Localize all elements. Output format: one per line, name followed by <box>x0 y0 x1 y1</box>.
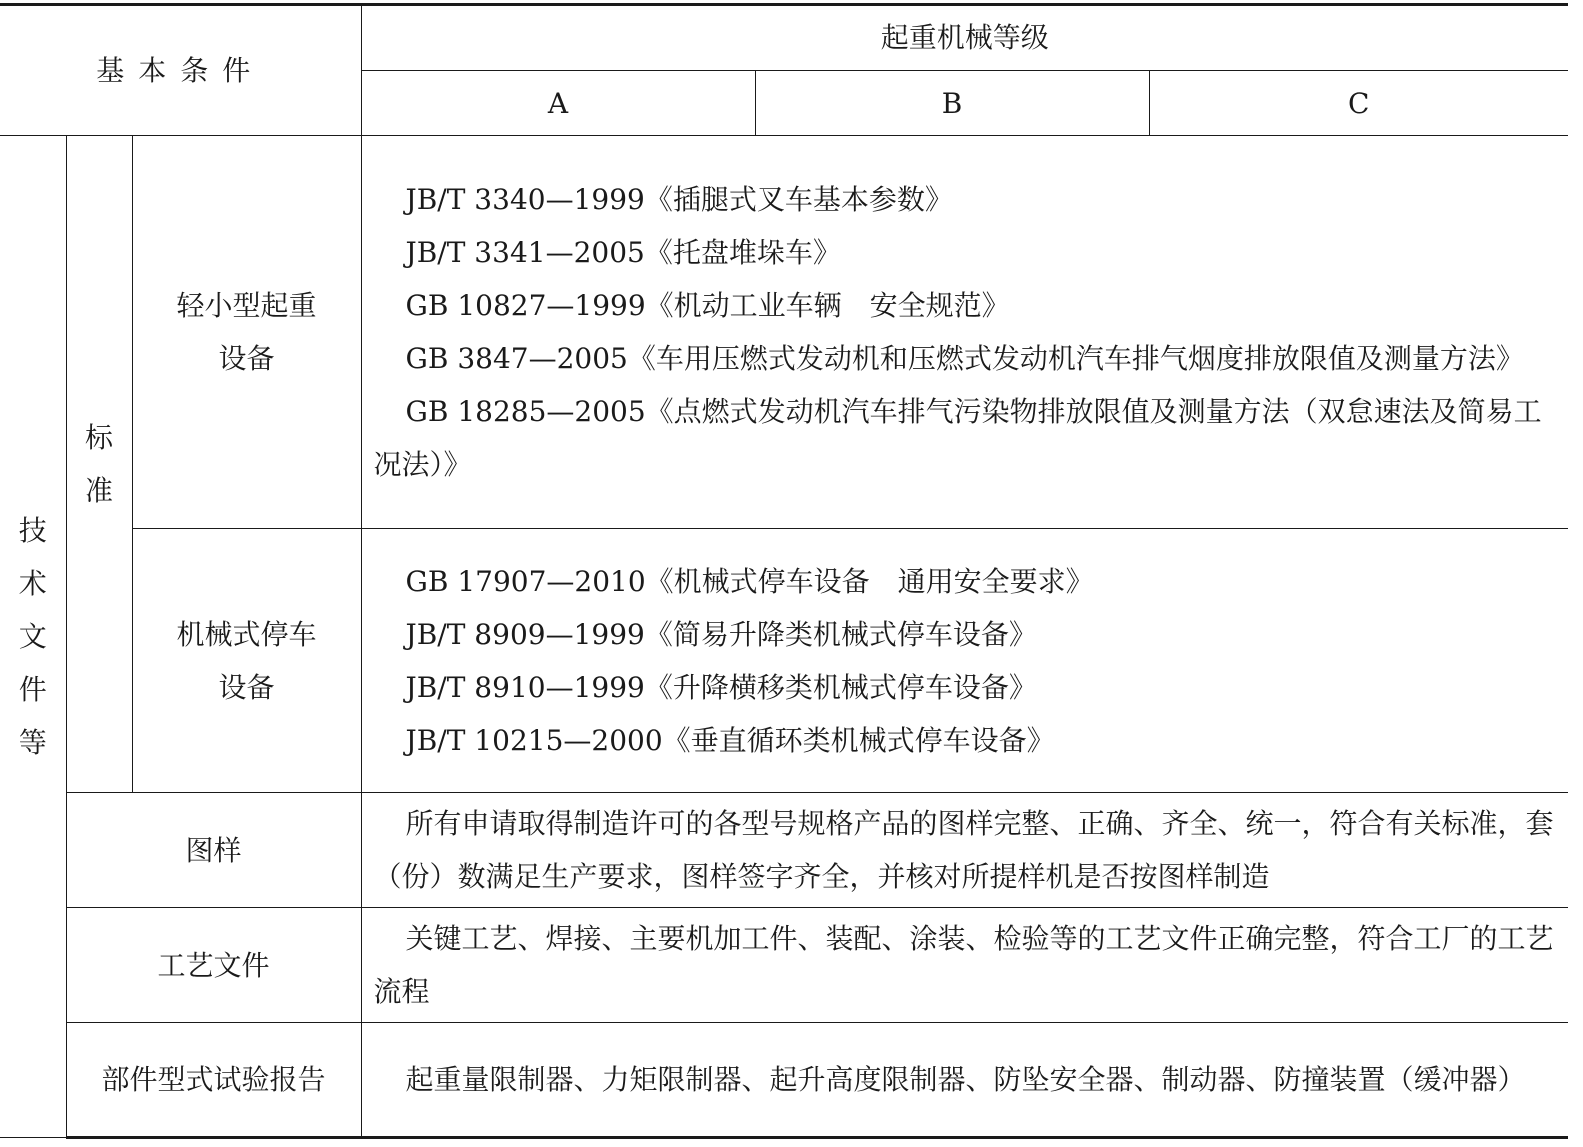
row-process-docs <box>0 908 1568 1023</box>
standard-item: JB/T 8910—1999《升降横移类机械式停车设备》 <box>405 670 1037 704</box>
category-char: 技 <box>18 514 47 547</box>
label-parking <box>132 529 361 793</box>
process-docs-text <box>361 908 1568 1023</box>
row-parking <box>0 529 1568 793</box>
category-char: 件 <box>18 673 47 706</box>
label-drawings: 图样 <box>66 793 361 908</box>
row-light-crane <box>0 136 1568 529</box>
header-crane-grade-text: 起重机械等级 <box>880 21 1049 54</box>
label-light-crane-line1: 轻小型起重 <box>176 289 317 322</box>
subcategory-standards <box>66 136 132 793</box>
grade-c: C <box>1149 71 1568 136</box>
standards-char: 准 <box>84 474 113 507</box>
standard-item: JB/T 3340—1999《插腿式叉车基本参数》 <box>405 183 953 216</box>
drawings-text <box>361 793 1568 908</box>
standard-item: JB/T 3341—2005《托盘堆垛车》 <box>405 236 841 269</box>
parking-standards <box>361 529 1568 793</box>
category-char: 文 <box>18 620 47 653</box>
category-char: 等 <box>18 726 47 759</box>
requirements-table <box>0 3 1568 1139</box>
category-tech-docs <box>0 136 66 1138</box>
label-light-crane <box>132 136 361 529</box>
row-drawings <box>0 793 1568 908</box>
label-parking-line1: 机械式停车 <box>176 617 317 651</box>
label-process-docs: 工艺文件 <box>66 908 361 1023</box>
standard-item: JB/T 10215—2000《垂直循环类机械式停车设备》 <box>405 723 1055 757</box>
header-row-1 <box>0 5 1568 71</box>
label-parking-line2: 设备 <box>218 670 275 704</box>
standard-item: GB 17907—2010《机械式停车设备 通用安全要求》 <box>405 564 1094 598</box>
standard-item: GB 3847—2005《车用压燃式发动机和压燃式发动机汽车排气烟度排放限值及测量方法》 <box>405 342 1524 375</box>
header-basic-conditions-text: 基本条件 <box>96 54 265 87</box>
standards-char: 标 <box>84 421 113 454</box>
drawings-text-body: 所有申请取得制造许可的各型号规格产品的图样完整、正确、齐全、统一，符合有关标准，套（份）数满足生产要求，图样签字齐全，并核对所提样机是否按图样制造 <box>373 807 1554 893</box>
standard-item: GB 18285—2005《点燃式发动机汽车排气污染物排放限值及测量方法（双怠速法及简易工况法）》 <box>373 395 1542 481</box>
standard-item: JB/T 8909—1999《简易升降类机械式停车设备》 <box>405 617 1037 651</box>
label-test-reports: 部件型式试验报告 <box>66 1023 361 1138</box>
header-basic-conditions <box>0 5 361 136</box>
category-char: 术 <box>18 567 47 600</box>
grade-b: B <box>755 71 1149 136</box>
label-light-crane-line2: 设备 <box>218 342 275 375</box>
light-crane-standards <box>361 136 1568 529</box>
header-crane-grade <box>361 5 1568 71</box>
standard-item: GB 10827—1999《机动工业车辆 安全规范》 <box>405 289 1010 322</box>
grade-a: A <box>361 71 755 136</box>
row-test-reports <box>0 1023 1568 1138</box>
process-docs-text-body: 关键工艺、焊接、主要机加工件、装配、涂装、检验等的工艺文件正确完整，符合工厂的工艺流程 <box>373 922 1554 1008</box>
test-reports-text <box>361 1023 1568 1138</box>
test-reports-text-body: 起重量限制器、力矩限制器、起升高度限制器、防坠安全器、制动器、防撞装置（缓冲器） <box>405 1063 1526 1096</box>
